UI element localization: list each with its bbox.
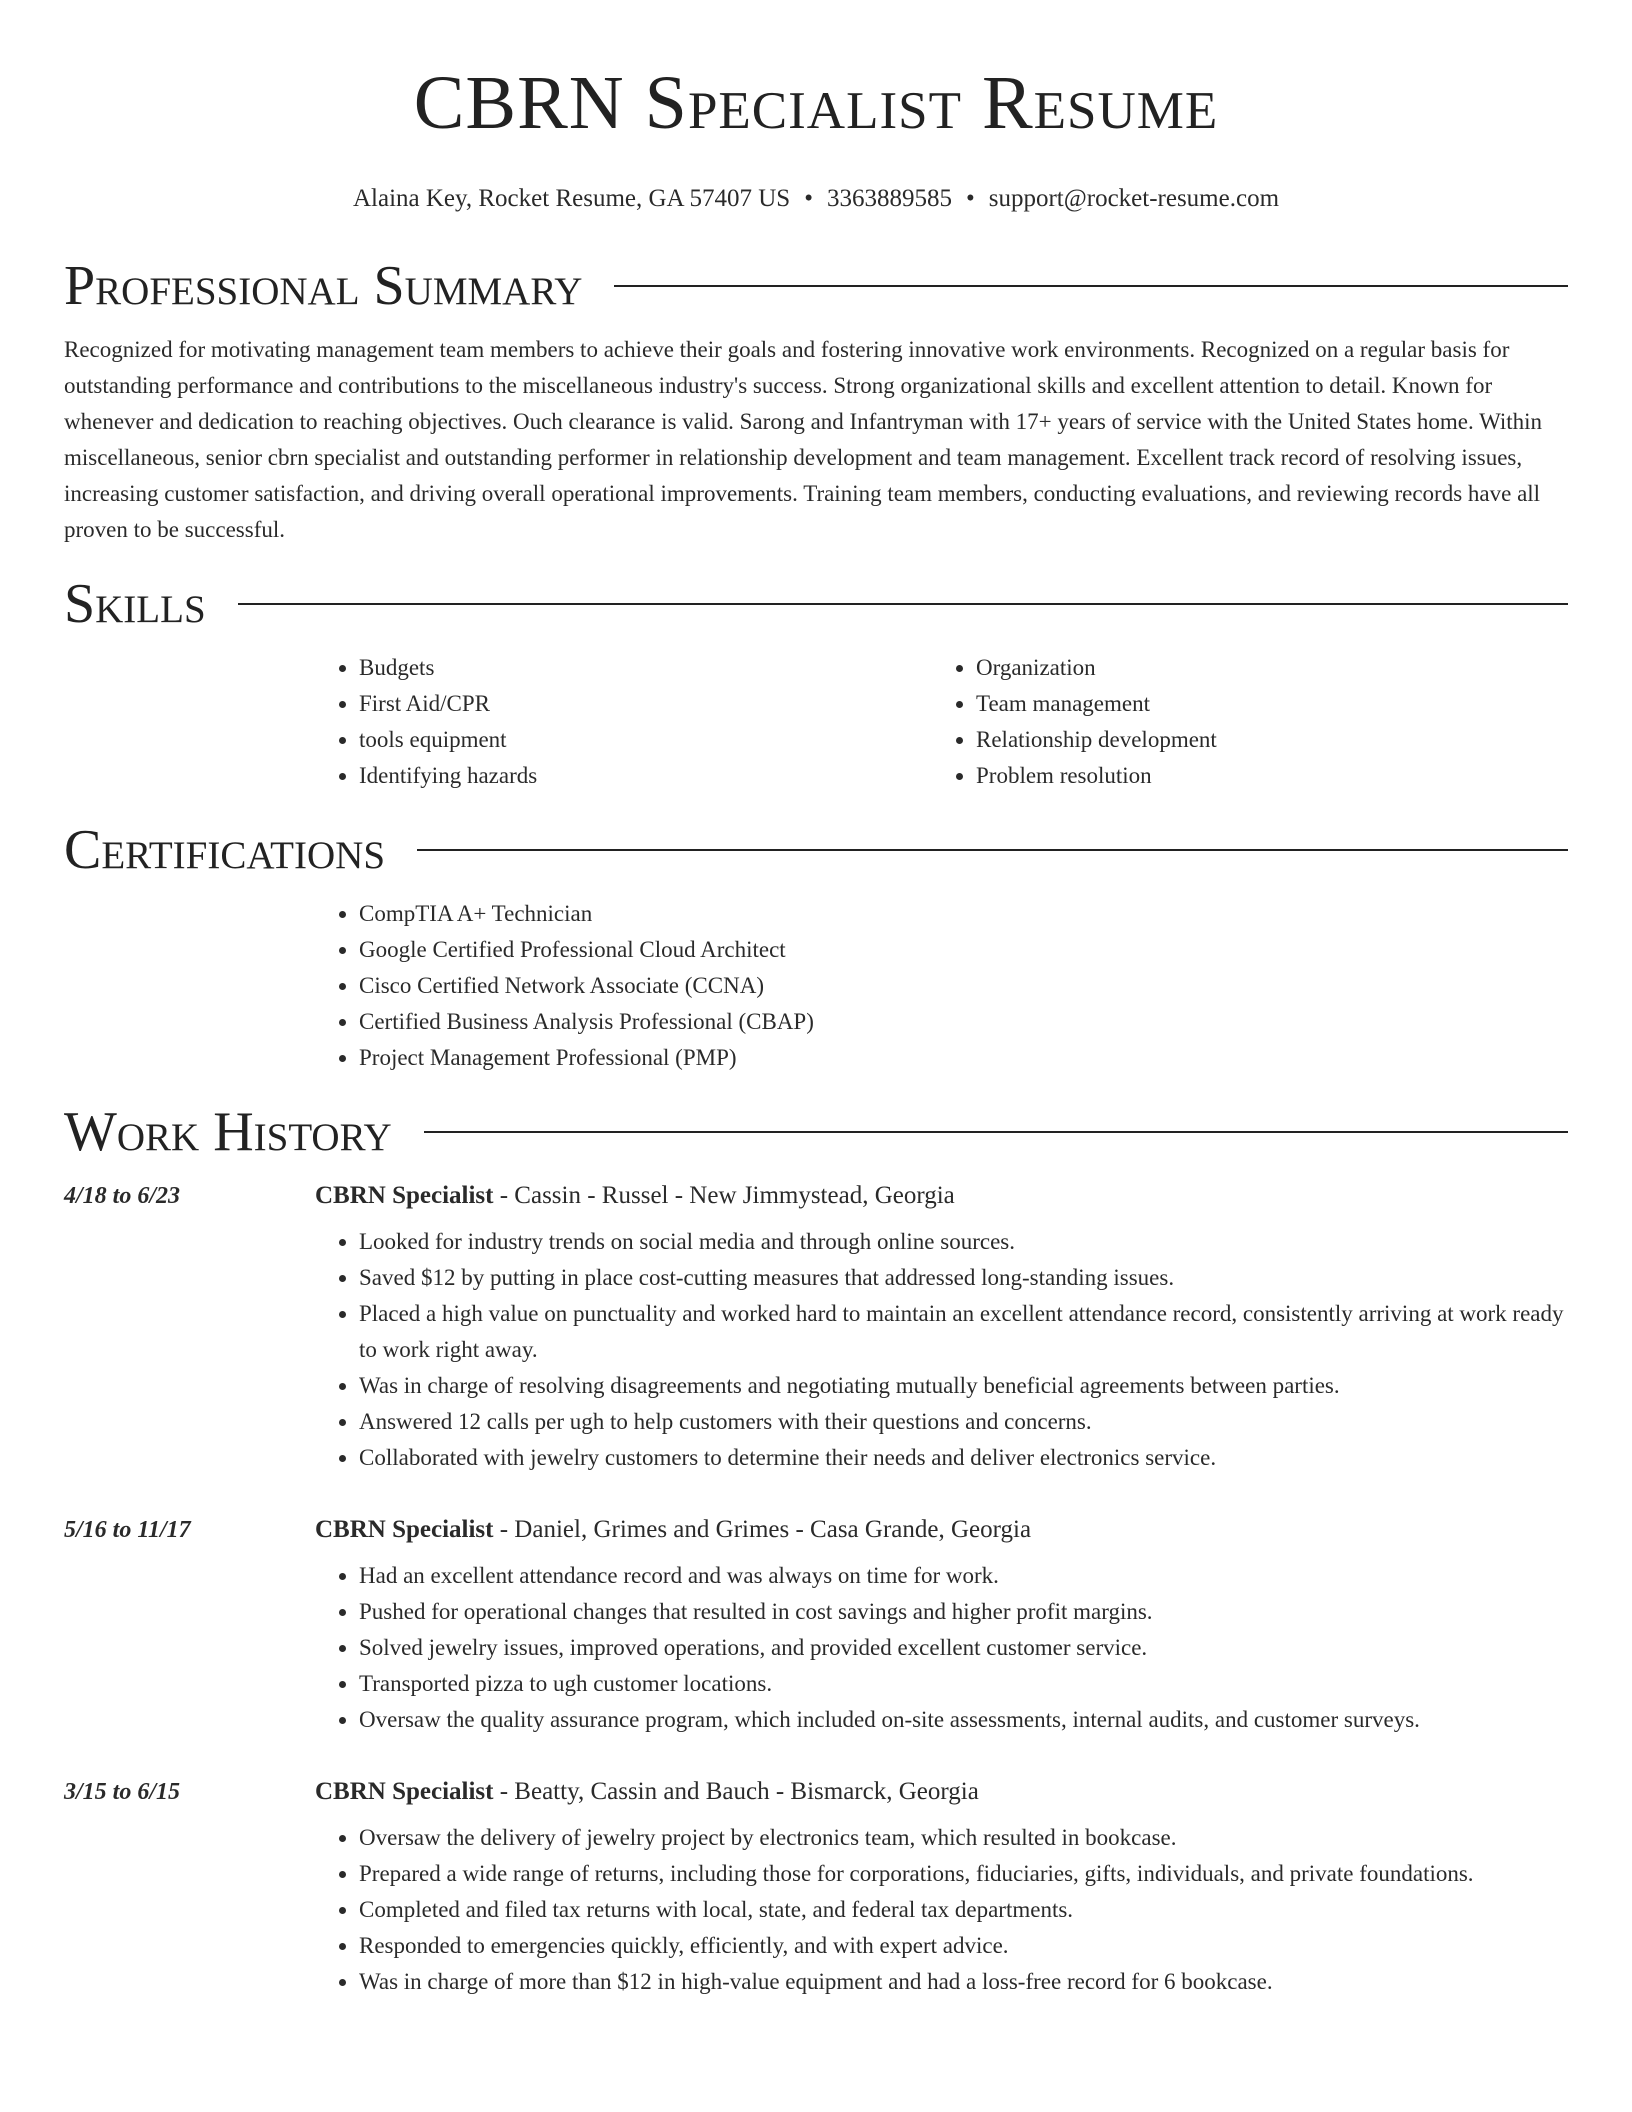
summary-section-header	[64, 254, 1568, 318]
job-title-line	[315, 1178, 1568, 1214]
work-section-header	[64, 1100, 1568, 1164]
job-bullets	[315, 1558, 1568, 1738]
job-company: - Daniel, Grimes and Grimes - Casa Grande, Georgia	[493, 1516, 1032, 1543]
skills-column-right	[932, 650, 1549, 794]
certifications-heading: Certifications	[64, 819, 386, 881]
job-title-line	[315, 1774, 1568, 1810]
job-bullet: • Oversaw the delivery of jewelry project by electronics team, which resulted in bookcase.	[359, 1820, 1568, 1856]
job-bullets	[315, 1820, 1568, 2000]
job-bullet: • Prepared a wide range of returns, including those for corporations, fiduciaries, gifts, individuals, and private foundations.	[359, 1856, 1568, 1892]
job-bullet: • Had an excellent attendance record and was always on time for work.	[359, 1558, 1568, 1594]
job-entry	[64, 1178, 1568, 1476]
contact-line	[64, 184, 1568, 214]
job-dates: 4/18 to 6/23	[64, 1183, 181, 1209]
summary-text: Recognized for motivating management team members to achieve their goals and fostering innovative work environments. Recognized on a regular basis for outstanding performance and contributions to the miscellaneous industry's success. Strong organizational skills and excellent attention to detail. Known for whenever and dedication to reaching objectives. Ouch clearance is valid. Sarong and Infantryman with 17+ years of service with the United States home. Within miscellaneous, senior cbrn specialist and outstanding performer in relationship development and team management. Excellent track record of resolving issues, increasing customer satisfaction, and driving overall operational improvements. Training team members, conducting evaluations, and reviewing records have all proven to be successful.	[64, 337, 1543, 542]
skills-section-header	[64, 572, 1568, 636]
job-entry	[64, 1774, 1568, 2000]
job-dates: 5/16 to 11/17	[64, 1517, 191, 1543]
contact-address: Alaina Key, Rocket Resume, GA 57407 US	[352, 185, 791, 212]
job-body	[315, 1774, 1568, 2000]
certification-item: • CompTIA A+ Technician	[359, 896, 1568, 932]
certification-item: • Project Management Professional (PMP)	[359, 1040, 1568, 1076]
contact-phone: 3363889585	[826, 185, 952, 212]
job-bullet: • Oversaw the quality assurance program, which included on-site assessments, internal audits, and customer surveys.	[359, 1702, 1568, 1738]
job-entry	[64, 1512, 1568, 1738]
job-role: CBRN Specialist	[315, 1182, 494, 1209]
job-bullet: • Saved $12 by putting in place cost-cutting measures that addressed long-standing issues.	[359, 1260, 1568, 1296]
job-bullet: • Answered 12 calls per ugh to help customers with their questions and concerns.	[359, 1404, 1568, 1440]
section-divider	[424, 1131, 1568, 1133]
certification-item: • Certified Business Analysis Professional (CBAP)	[359, 1004, 1568, 1040]
skill-item: • Identifying hazards	[359, 758, 932, 794]
job-bullet: • Pushed for operational changes that resulted in cost savings and higher profit margins.	[359, 1594, 1568, 1630]
job-body	[315, 1178, 1568, 1476]
section-divider	[614, 285, 1568, 287]
skills-heading: Skills	[64, 573, 206, 635]
certifications-section-header	[64, 818, 1568, 882]
skill-item: • Organization	[976, 650, 1549, 686]
job-bullet: • Was in charge of more than $12 in high-value equipment and had a loss-free record for 6 bookcase.	[359, 1964, 1568, 2000]
job-bullet: • Collaborated with jewelry customers to determine their needs and deliver electronics service.	[359, 1440, 1568, 1476]
skill-item: • Team management	[976, 686, 1549, 722]
skill-item: • Relationship development	[976, 722, 1549, 758]
skill-item: • Budgets	[359, 650, 932, 686]
job-bullet: • Completed and filed tax returns with local, state, and federal tax departments.	[359, 1892, 1568, 1928]
job-company: - Cassin - Russel - New Jimmystead, Georgia	[493, 1182, 955, 1209]
section-divider	[238, 603, 1568, 605]
skill-item: • tools equipment	[359, 722, 932, 758]
job-bullet: • Solved jewelry issues, improved operations, and provided excellent customer service.	[359, 1630, 1568, 1666]
certification-item: • Cisco Certified Network Associate (CCNA)	[359, 968, 1568, 1004]
job-body	[315, 1512, 1568, 1738]
job-company: - Beatty, Cassin and Bauch - Bismarck, Georgia	[493, 1778, 979, 1805]
job-bullet: • Responded to emergencies quickly, efficiently, and with expert advice.	[359, 1928, 1568, 1964]
section-divider	[417, 849, 1568, 851]
bullet-separator: •	[804, 185, 813, 212]
job-bullet: • Was in charge of resolving disagreements and negotiating mutually beneficial agreements between parties.	[359, 1368, 1568, 1404]
skill-item: • Problem resolution	[976, 758, 1549, 794]
summary-heading: Professional Summary	[64, 255, 583, 317]
job-bullet: • Looked for industry trends on social media and through online sources.	[359, 1224, 1568, 1260]
certification-item: • Google Certified Professional Cloud Architect	[359, 932, 1568, 968]
skills-column-left	[315, 650, 932, 794]
job-dates: 3/15 to 6/15	[64, 1779, 181, 1805]
page-title: CBRN Specialist Resume	[413, 61, 1219, 145]
job-title-line	[315, 1512, 1568, 1548]
job-bullet: • Placed a high value on punctuality and worked hard to maintain an excellent attendance record, consistently arriving at work ready to work right away.	[359, 1296, 1568, 1368]
job-bullet: • Transported pizza to ugh customer locations.	[359, 1666, 1568, 1702]
job-bullets	[315, 1224, 1568, 1476]
resume-page	[64, 0, 1568, 2000]
job-role: CBRN Specialist	[315, 1778, 494, 1805]
contact-email: support@rocket-resume.com	[988, 185, 1280, 212]
skills-list	[315, 650, 1568, 794]
bullet-separator: •	[965, 185, 975, 212]
certifications-list	[315, 896, 1568, 1076]
job-role: CBRN Specialist	[315, 1516, 494, 1543]
work-heading: Work History	[64, 1101, 392, 1163]
skill-item: • First Aid/CPR	[359, 686, 932, 722]
